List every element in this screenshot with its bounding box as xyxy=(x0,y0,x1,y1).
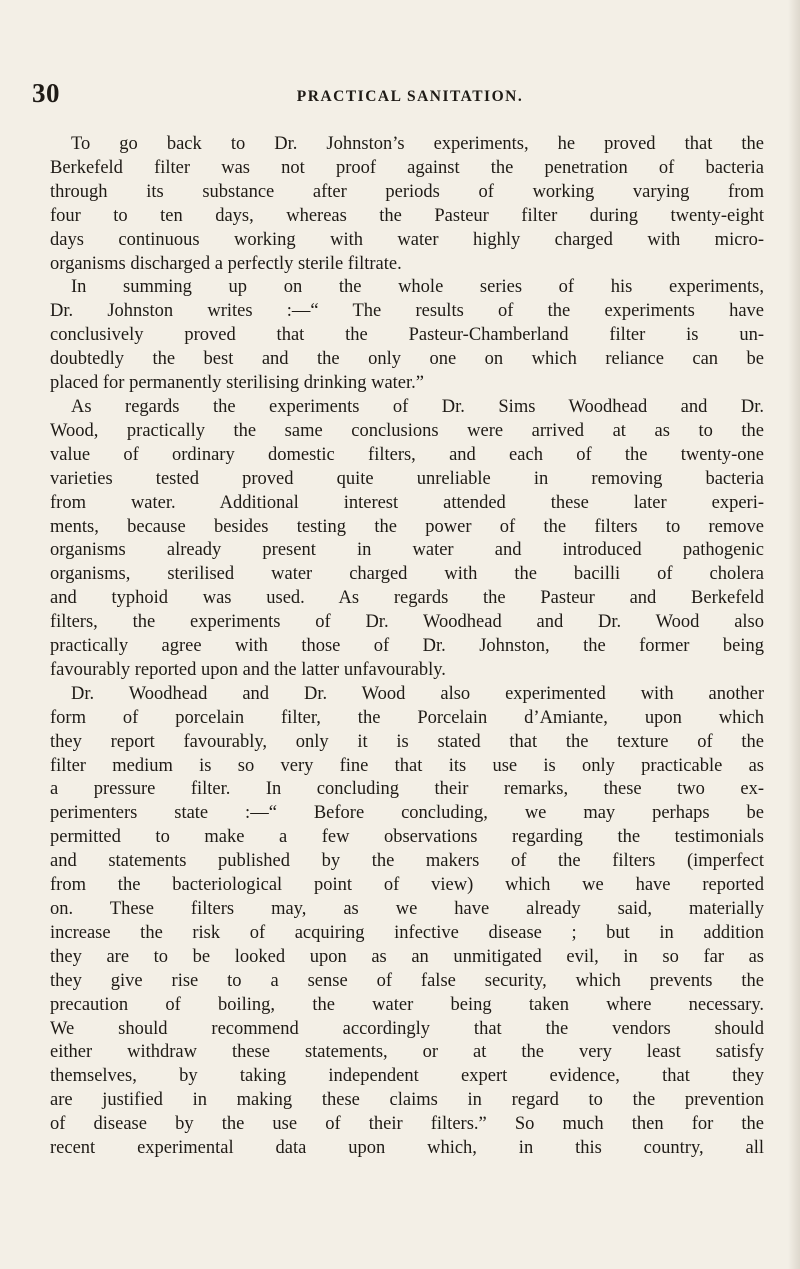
text-line: are justified in making these claims in regard to the prevention xyxy=(50,1090,764,1111)
text-line: organisms already present in water and introduced pathogenic xyxy=(50,540,764,561)
text-line: perimenters state :—“ Before concluding, we may perhaps be xyxy=(50,803,764,824)
text-line: and typhoid was used. As regards the Pasteur and Berkefeld xyxy=(50,588,764,609)
text-line: on. These filters may, as we have already said, materially xyxy=(50,899,764,919)
text-line: from water. Additional interest attended these later experi- xyxy=(50,492,764,513)
text-line: To go back to Dr. Johnston’s experiments, he proved that the xyxy=(71,134,764,154)
text-line: favourably reported upon and the latter unfavourably. xyxy=(50,659,446,680)
text-line: filter medium is so very fine that its use is only practicable as xyxy=(50,755,764,776)
text-line: days continuous working with water highly charged with micro- xyxy=(50,229,764,250)
text-line: they are to be looked upon as an unmitigated evil, in so far as xyxy=(50,946,764,967)
text-line: Dr. Woodhead and Dr. Wood also experimented with another xyxy=(71,683,764,704)
text-line: organisms, sterilised water charged with the bacilli of cholera xyxy=(50,564,764,585)
text-line: We should recommend accordingly that the vendors should xyxy=(50,1018,764,1039)
text-line: filters, the experiments of Dr. Woodhead and Dr. Wood also xyxy=(50,612,764,633)
page-edge-shadow xyxy=(788,0,800,1269)
text-line: practically agree with those of Dr. Johnston, the former being xyxy=(50,636,764,657)
text-line: permitted to make a few observations regarding the testimonials xyxy=(50,827,764,848)
text-line: organisms discharged a perfectly sterile filtrate. xyxy=(50,253,402,274)
text-line: of disease by the use of their filters.” So much then for the xyxy=(50,1114,764,1135)
text-line: Wood, practically the same conclusions were arrived at as to the xyxy=(50,420,764,441)
text-line: precaution of boiling, the water being taken where necessary. xyxy=(50,994,764,1015)
text-line: they report favourably, only it is stated that the texture of the xyxy=(50,731,764,752)
page-number: 30 xyxy=(32,78,60,108)
body-text xyxy=(50,133,764,1161)
text-line: As regards the experiments of Dr. Sims Woodhead and Dr. xyxy=(71,396,764,417)
text-line: four to ten days, whereas the Pasteur filter during twenty-eight xyxy=(50,205,764,226)
text-line: form of porcelain filter, the Porcelain d’Amiante, upon which xyxy=(50,707,764,728)
text-line: Berkefeld filter was not proof against the penetration of bacteria xyxy=(50,157,764,178)
text-line: Dr. Johnston writes :—“ The results of the experiments have xyxy=(50,301,764,322)
text-line: varieties tested proved quite unreliable in removing bacteria xyxy=(50,468,764,489)
text-line: In summing up on the whole series of his experiments, xyxy=(71,277,764,298)
text-line: they give rise to a sense of false security, which prevents the xyxy=(50,970,764,991)
running-head: PRACTICAL SANITATION. xyxy=(296,88,524,105)
text-line: doubtedly the best and the only one on which reliance can be xyxy=(50,349,764,370)
text-line: themselves, by taking independent expert evidence, that they xyxy=(50,1066,764,1087)
text-line: conclusively proved that the Pasteur-Chamberland filter is un- xyxy=(50,325,764,346)
text-line: either withdraw these statements, or at the very least satisfy xyxy=(50,1042,764,1063)
text-line: recent experimental data upon which, in this country, all xyxy=(50,1138,764,1159)
text-line: increase the risk of acquiring infective disease ; but in addition xyxy=(50,922,764,943)
text-line: ments, because besides testing the power of the filters to remove xyxy=(50,516,764,537)
text-line: through its substance after periods of working varying from xyxy=(50,181,764,202)
text-line: placed for permanently sterilising drinking water.” xyxy=(50,373,424,394)
text-line: and statements published by the makers of the filters (imperfect xyxy=(50,851,764,872)
text-line: a pressure filter. In concluding their remarks, these two ex- xyxy=(50,779,764,800)
text-line: from the bacteriological point of view) which we have reported xyxy=(50,875,764,896)
text-line: value of ordinary domestic filters, and each of the twenty-one xyxy=(50,444,764,465)
